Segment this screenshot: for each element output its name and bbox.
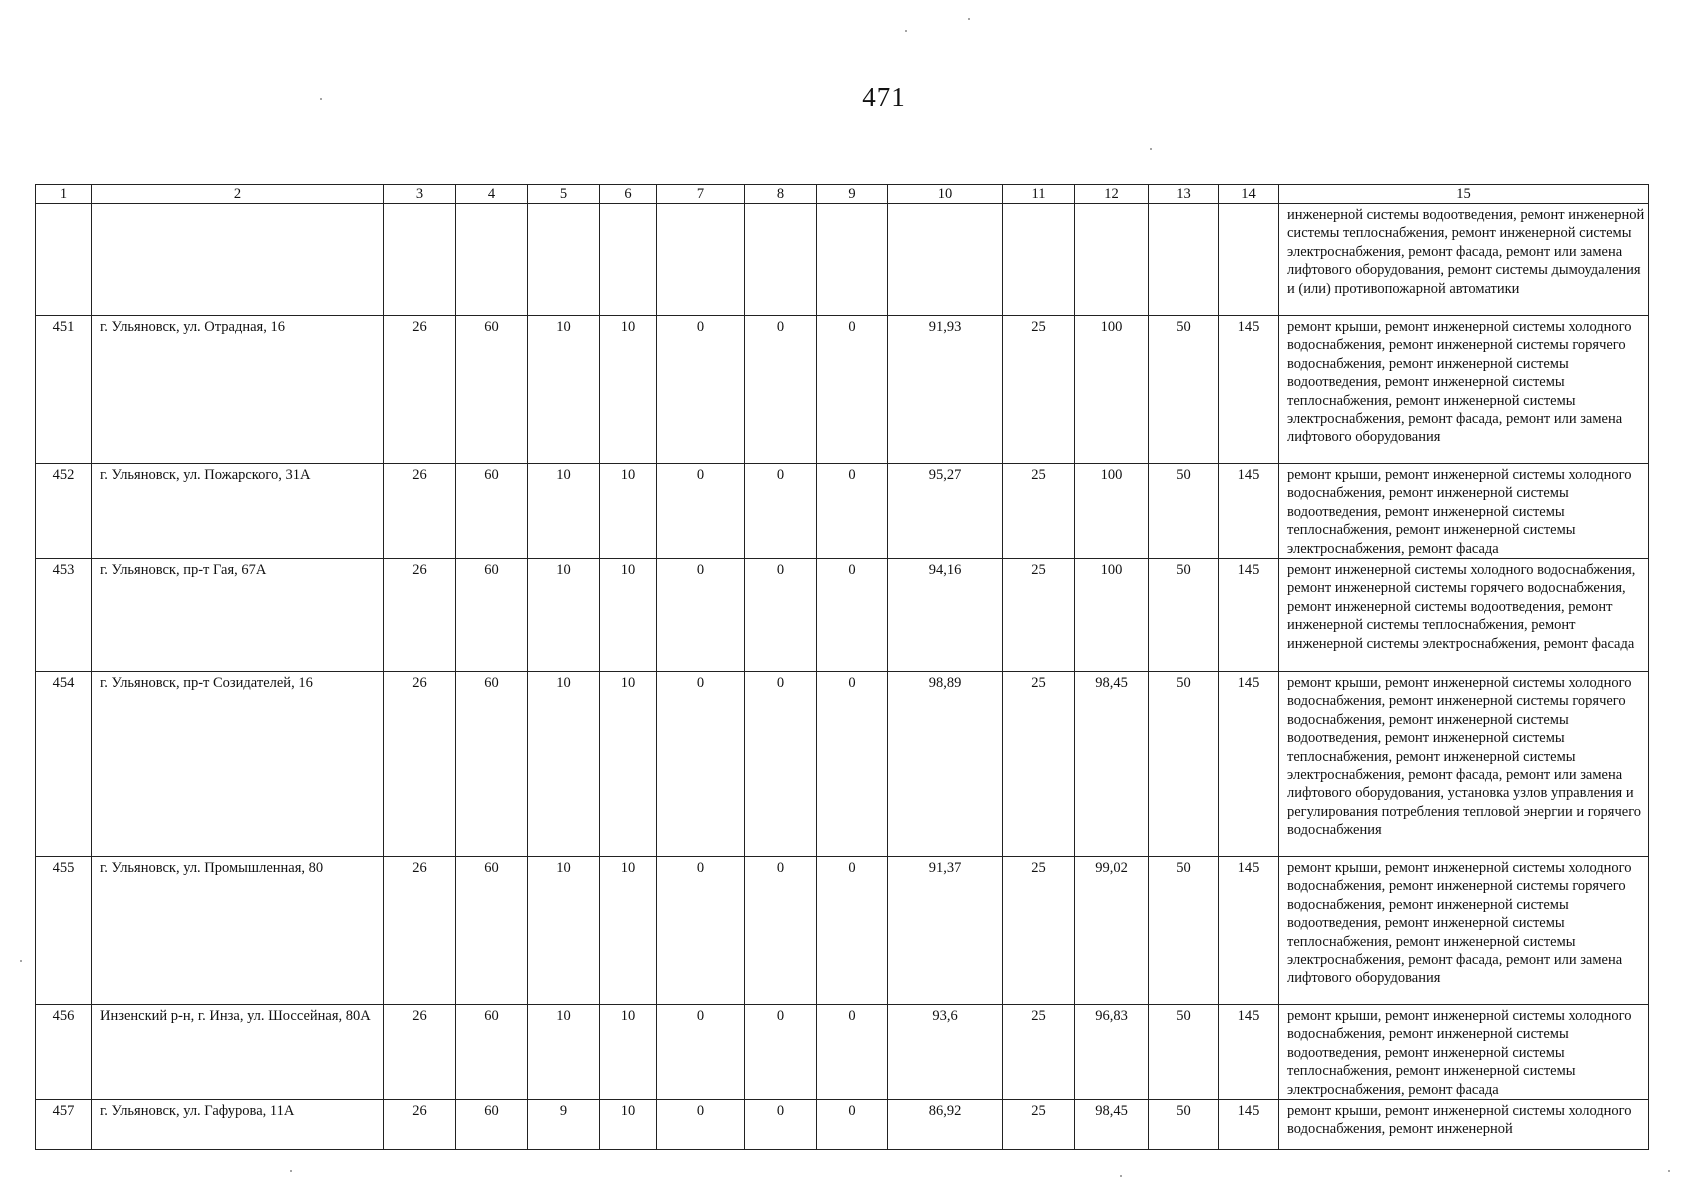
empty-cell — [745, 204, 817, 316]
empty-cell — [1149, 204, 1219, 316]
table-row — [36, 1100, 1649, 1150]
value-col-12: 100 — [1075, 464, 1149, 559]
scan-speck — [320, 98, 322, 100]
column-header: 5 — [528, 185, 600, 204]
column-header: 15 — [1279, 185, 1649, 204]
value-col-11: 25 — [1003, 857, 1075, 1005]
column-header: 6 — [600, 185, 657, 204]
value-col-11: 25 — [1003, 464, 1075, 559]
value-col-6: 10 — [600, 559, 657, 672]
column-header: 14 — [1219, 185, 1279, 204]
value-col-4: 60 — [456, 672, 528, 857]
empty-cell — [528, 204, 600, 316]
address-cell: г. Ульяновск, ул. Промышленная, 80 — [92, 857, 384, 1005]
value-col-5: 10 — [528, 857, 600, 1005]
scan-speck — [1668, 1170, 1670, 1172]
address-cell: г. Ульяновск, ул. Пожарского, 31А — [92, 464, 384, 559]
scan-speck — [1120, 1175, 1122, 1177]
value-col-10: 95,27 — [888, 464, 1003, 559]
column-header: 7 — [657, 185, 745, 204]
works-description: ремонт крыши, ремонт инженерной системы холодного водоснабжения, ремонт инженерной системы водоотведения, ремонт инженерной системы теплоснабжения, ремонт инженерной системы электроснабжения, ремонт фасада — [1279, 464, 1649, 559]
table-row — [36, 464, 1649, 559]
value-col-12: 100 — [1075, 316, 1149, 464]
value-col-3: 26 — [384, 857, 456, 1005]
value-col-4: 60 — [456, 1100, 528, 1150]
value-col-14: 145 — [1219, 1100, 1279, 1150]
value-col-13: 50 — [1149, 1005, 1219, 1100]
table-row — [36, 857, 1649, 1005]
value-col-6: 10 — [600, 316, 657, 464]
value-col-14: 145 — [1219, 316, 1279, 464]
row-number: 455 — [36, 857, 92, 1005]
empty-cell — [1075, 204, 1149, 316]
value-col-3: 26 — [384, 559, 456, 672]
value-col-10: 93,6 — [888, 1005, 1003, 1100]
continuation-row — [36, 204, 1649, 316]
scan-speck — [905, 30, 907, 32]
value-col-3: 26 — [384, 464, 456, 559]
value-col-13: 50 — [1149, 1100, 1219, 1150]
value-col-4: 60 — [456, 1005, 528, 1100]
value-col-7: 0 — [657, 464, 745, 559]
scan-speck — [20, 960, 22, 962]
empty-cell — [888, 204, 1003, 316]
value-col-7: 0 — [657, 559, 745, 672]
value-col-8: 0 — [745, 559, 817, 672]
value-col-5: 10 — [528, 316, 600, 464]
column-header: 12 — [1075, 185, 1149, 204]
value-col-7: 0 — [657, 316, 745, 464]
value-col-10: 91,37 — [888, 857, 1003, 1005]
value-col-9: 0 — [817, 464, 888, 559]
row-number: 453 — [36, 559, 92, 672]
value-col-8: 0 — [745, 672, 817, 857]
empty-cell — [92, 204, 384, 316]
value-col-12: 99,02 — [1075, 857, 1149, 1005]
value-col-4: 60 — [456, 559, 528, 672]
value-col-9: 0 — [817, 1005, 888, 1100]
scan-speck — [1150, 148, 1152, 150]
value-col-11: 25 — [1003, 316, 1075, 464]
value-col-14: 145 — [1219, 464, 1279, 559]
empty-cell — [657, 204, 745, 316]
value-col-6: 10 — [600, 672, 657, 857]
column-header: 1 — [36, 185, 92, 204]
value-col-14: 145 — [1219, 672, 1279, 857]
page-number: 471 — [862, 82, 906, 112]
value-col-9: 0 — [817, 672, 888, 857]
value-col-12: 100 — [1075, 559, 1149, 672]
value-col-5: 9 — [528, 1100, 600, 1150]
value-col-12: 98,45 — [1075, 1100, 1149, 1150]
value-col-6: 10 — [600, 857, 657, 1005]
empty-cell — [600, 204, 657, 316]
value-col-3: 26 — [384, 672, 456, 857]
works-description: инженерной системы водоотведения, ремонт инженерной системы теплоснабжения, ремонт инженерной системы электроснабжения, ремонт фасада, ремонт или замена лифтового оборудования, ремонт системы дымоудаления и (или) противопожарной автоматики — [1279, 204, 1649, 316]
empty-cell — [817, 204, 888, 316]
value-col-11: 25 — [1003, 1005, 1075, 1100]
works-description: ремонт инженерной системы холодного водоснабжения, ремонт инженерной системы горячего водоснабжения, ремонт инженерной системы водоотведения, ремонт инженерной системы теплоснабжения, ремонт инженерной системы электроснабжения, ремонт фасада — [1279, 559, 1649, 672]
column-header: 10 — [888, 185, 1003, 204]
value-col-8: 0 — [745, 1005, 817, 1100]
works-description: ремонт крыши, ремонт инженерной системы холодного водоснабжения, ремонт инженерной системы горячего водоснабжения, ремонт инженерной системы водоотведения, ремонт инженерной системы теплоснабжения, ремонт инженерной системы электроснабжения, ремонт фасада, ремонт или замена лифтового оборудования — [1279, 316, 1649, 464]
column-header: 13 — [1149, 185, 1219, 204]
value-col-7: 0 — [657, 857, 745, 1005]
column-header: 2 — [92, 185, 384, 204]
value-col-13: 50 — [1149, 559, 1219, 672]
value-col-5: 10 — [528, 559, 600, 672]
value-col-5: 10 — [528, 464, 600, 559]
value-col-10: 94,16 — [888, 559, 1003, 672]
value-col-9: 0 — [817, 316, 888, 464]
value-col-8: 0 — [745, 464, 817, 559]
empty-cell — [36, 204, 92, 316]
works-table — [35, 184, 1649, 1150]
value-col-3: 26 — [384, 1005, 456, 1100]
table-row — [36, 672, 1649, 857]
works-description: ремонт крыши, ремонт инженерной системы холодного водоснабжения, ремонт инженерной системы горячего водоснабжения, ремонт инженерной системы водоотведения, ремонт инженерной системы теплоснабжения, ремонт инженерной системы электроснабжения, ремонт фасада, ремонт или замена лифтового оборудования, установка узлов управления и регулирования потребления тепловой энергии и горячего водоснабжения — [1279, 672, 1649, 857]
value-col-11: 25 — [1003, 672, 1075, 857]
value-col-6: 10 — [600, 1100, 657, 1150]
scan-speck — [968, 18, 970, 20]
address-cell: г. Ульяновск, ул. Отрадная, 16 — [92, 316, 384, 464]
value-col-6: 10 — [600, 1005, 657, 1100]
value-col-3: 26 — [384, 316, 456, 464]
row-number: 451 — [36, 316, 92, 464]
value-col-9: 0 — [817, 857, 888, 1005]
column-header: 3 — [384, 185, 456, 204]
table-row — [36, 316, 1649, 464]
value-col-8: 0 — [745, 316, 817, 464]
column-header: 9 — [817, 185, 888, 204]
value-col-9: 0 — [817, 559, 888, 672]
value-col-7: 0 — [657, 672, 745, 857]
address-cell: Инзенский р-н, г. Инза, ул. Шоссейная, 80А — [92, 1005, 384, 1100]
value-col-12: 98,45 — [1075, 672, 1149, 857]
empty-cell — [1219, 204, 1279, 316]
table-row — [36, 1005, 1649, 1100]
value-col-14: 145 — [1219, 1005, 1279, 1100]
value-col-8: 0 — [745, 857, 817, 1005]
address-cell: г. Ульяновск, ул. Гафурова, 11А — [92, 1100, 384, 1150]
value-col-12: 96,83 — [1075, 1005, 1149, 1100]
row-number: 452 — [36, 464, 92, 559]
column-number-header-row — [36, 185, 1649, 204]
value-col-4: 60 — [456, 464, 528, 559]
value-col-11: 25 — [1003, 1100, 1075, 1150]
value-col-11: 25 — [1003, 559, 1075, 672]
empty-cell — [456, 204, 528, 316]
row-number: 454 — [36, 672, 92, 857]
value-col-5: 10 — [528, 672, 600, 857]
value-col-3: 26 — [384, 1100, 456, 1150]
column-header: 11 — [1003, 185, 1075, 204]
column-header: 8 — [745, 185, 817, 204]
value-col-7: 0 — [657, 1005, 745, 1100]
row-number: 457 — [36, 1100, 92, 1150]
address-cell: г. Ульяновск, пр-т Гая, 67А — [92, 559, 384, 672]
value-col-14: 145 — [1219, 559, 1279, 672]
table-row — [36, 559, 1649, 672]
value-col-10: 98,89 — [888, 672, 1003, 857]
works-description: ремонт крыши, ремонт инженерной системы холодного водоснабжения, ремонт инженерной системы горячего водоснабжения, ремонт инженерной системы водоотведения, ремонт инженерной системы теплоснабжения, ремонт инженерной системы электроснабжения, ремонт фасада, ремонт или замена лифтового оборудования — [1279, 857, 1649, 1005]
works-description: ремонт крыши, ремонт инженерной системы холодного водоснабжения, ремонт инженерной системы водоотведения, ремонт инженерной системы теплоснабжения, ремонт инженерной системы электроснабжения, ремонт фасада — [1279, 1005, 1649, 1100]
value-col-13: 50 — [1149, 857, 1219, 1005]
value-col-13: 50 — [1149, 316, 1219, 464]
value-col-9: 0 — [817, 1100, 888, 1150]
row-number: 456 — [36, 1005, 92, 1100]
value-col-13: 50 — [1149, 672, 1219, 857]
empty-cell — [384, 204, 456, 316]
value-col-4: 60 — [456, 316, 528, 464]
empty-cell — [1003, 204, 1075, 316]
value-col-6: 10 — [600, 464, 657, 559]
address-cell: г. Ульяновск, пр-т Созидателей, 16 — [92, 672, 384, 857]
value-col-7: 0 — [657, 1100, 745, 1150]
value-col-13: 50 — [1149, 464, 1219, 559]
value-col-4: 60 — [456, 857, 528, 1005]
column-header: 4 — [456, 185, 528, 204]
value-col-8: 0 — [745, 1100, 817, 1150]
works-description: ремонт крыши, ремонт инженерной системы холодного водоснабжения, ремонт инженерной — [1279, 1100, 1649, 1150]
value-col-14: 145 — [1219, 857, 1279, 1005]
value-col-5: 10 — [528, 1005, 600, 1100]
scan-speck — [290, 1170, 292, 1172]
value-col-10: 86,92 — [888, 1100, 1003, 1150]
value-col-10: 91,93 — [888, 316, 1003, 464]
